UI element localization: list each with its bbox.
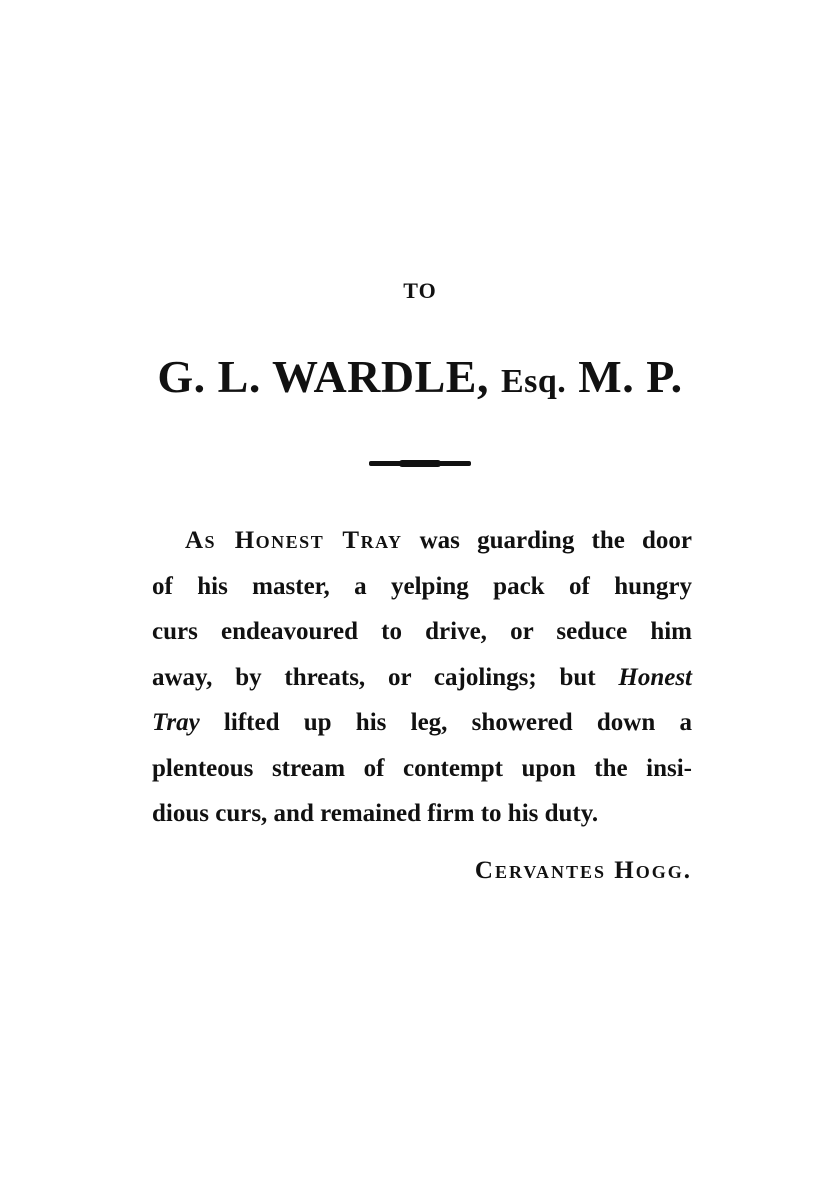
dedication-line-4-italic: Honest [618, 663, 692, 691]
dedicatee-title [0, 350, 840, 403]
dedication-line-6: plenteous stream of contempt upon the insi- [152, 754, 692, 782]
honest-tray-small-caps: As Honest Tray [185, 527, 403, 554]
dedicatee-postnominal: M. P. [578, 351, 683, 402]
dedication-paragraph [152, 518, 692, 837]
dedicatee-name: G. L. WARDLE, [157, 351, 489, 402]
dedication-line-7: dious curs, and remained firm to his duty. [152, 800, 599, 827]
dedication-line-5 [152, 700, 692, 746]
dedication-line-2: of his master, a yelping pack of hungry [152, 572, 692, 600]
signature: Cervantes Hogg. [474, 857, 692, 884]
dedication-line-4 [152, 655, 692, 701]
dedication-line-1-rest: was guarding the door [402, 527, 692, 554]
dedication-line-1 [152, 518, 692, 564]
dedication-line-4-text: away, by threats, or cajolings; but [152, 663, 619, 691]
dedication-line-5-italic: Tray [152, 709, 200, 736]
dedication-to-heading: TO [403, 278, 437, 303]
dedication-line-5-text: lifted up his leg, showered down a [199, 709, 692, 736]
ornamental-rule [369, 461, 471, 466]
dedication-line-3: curs endeavoured to drive, or seduce him [152, 618, 692, 645]
dedicatee-esquire: Esq. [500, 363, 567, 400]
